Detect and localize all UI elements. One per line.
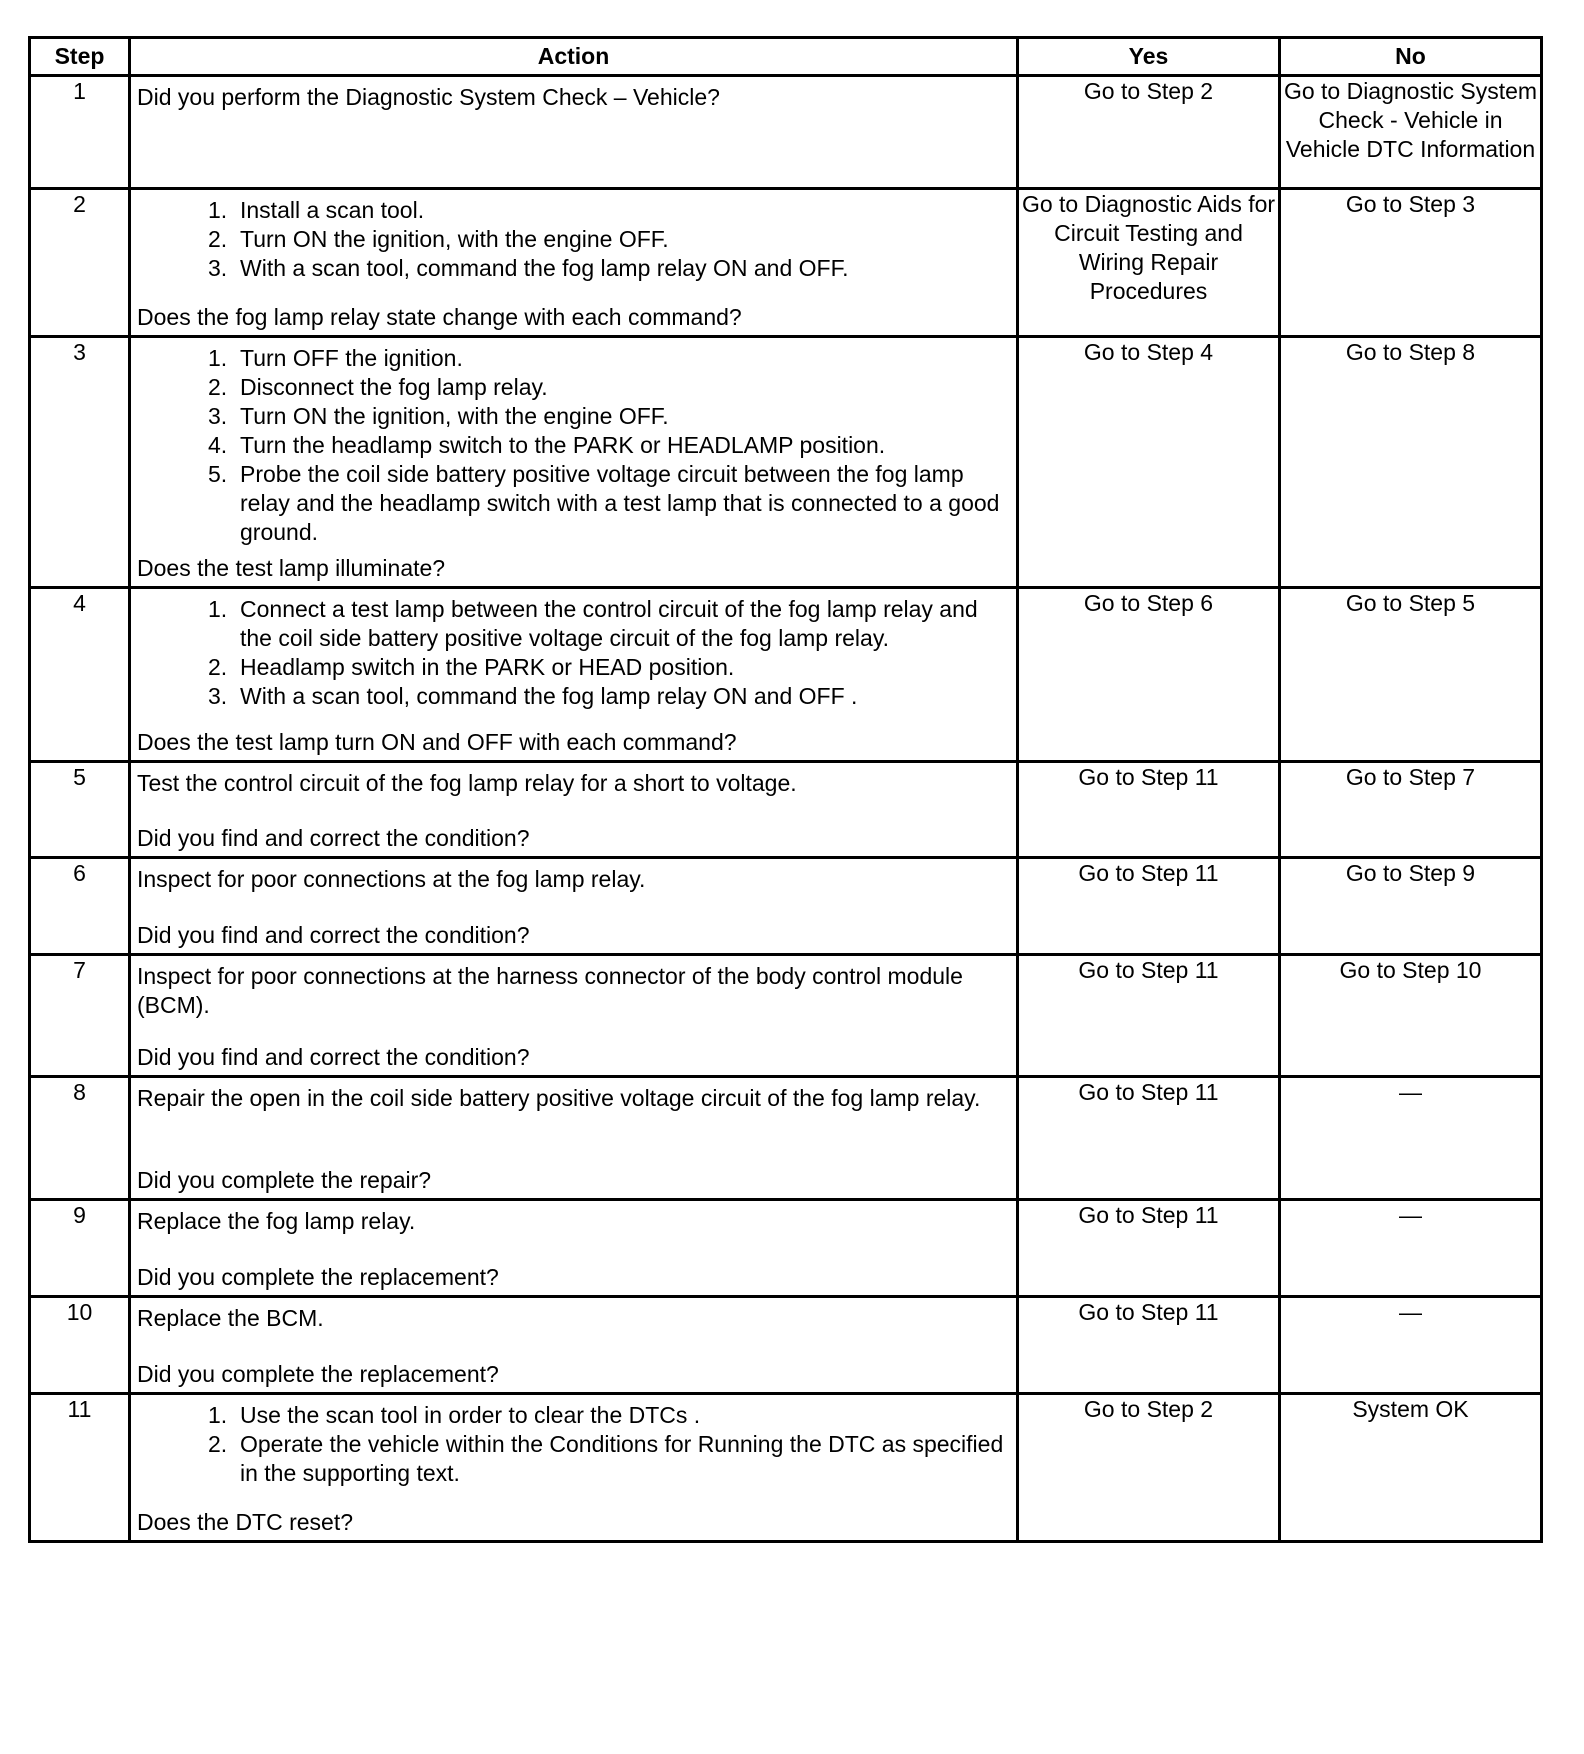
procedure-item-number: 1. [208, 345, 228, 371]
procedure-list [137, 344, 1010, 547]
action-instructions [137, 865, 1010, 894]
procedure-item-number: 1. [208, 1402, 228, 1428]
action-instruction: Inspect for poor connections at the fog lamp relay. [137, 866, 646, 892]
procedure-item [137, 196, 1010, 225]
table-row [30, 1394, 1542, 1542]
procedure-list [137, 196, 1010, 283]
no-result: Go to Diagnostic System Check - Vehicle in Vehicle DTC Information [1280, 76, 1542, 189]
yes-result: Go to Step 11 [1018, 1077, 1280, 1200]
procedure-item-text: Connect a test lamp between the control circuit of the fog lamp relay and the coil side battery positive voltage circuit of the fog lamp relay. [240, 596, 978, 651]
action-instructions [137, 1207, 1010, 1236]
procedure-item [137, 344, 1010, 373]
procedure-item-text: Turn ON the ignition, with the engine OFF. [240, 226, 669, 252]
action-cell [130, 1200, 1018, 1297]
table-body [30, 76, 1542, 1542]
table-row [30, 1077, 1542, 1200]
procedure-list [137, 1401, 1010, 1488]
action-instructions [137, 962, 1010, 1020]
action-cell [130, 1077, 1018, 1200]
yes-result: Go to Step 11 [1018, 1200, 1280, 1297]
procedure-item [137, 653, 1010, 682]
header-action: Action [130, 38, 1018, 76]
procedure-item-text: Use the scan tool in order to clear the DTCs . [240, 1402, 701, 1428]
no-result: System OK [1280, 1394, 1542, 1542]
action-instruction: Replace the BCM. [137, 1305, 324, 1331]
action-instructions [137, 196, 1010, 283]
action-cell [130, 76, 1018, 189]
procedure-item-text: Operate the vehicle within the Conditions for Running the DTC as specified in the supporting text. [240, 1431, 1004, 1486]
table-row [30, 189, 1542, 337]
step-number: 6 [30, 858, 130, 955]
no-result: Go to Step 9 [1280, 858, 1542, 955]
action-question: Did you find and correct the condition? [137, 825, 530, 851]
table-row [30, 588, 1542, 762]
yes-result: Go to Step 11 [1018, 1297, 1280, 1394]
action-question: Did you complete the replacement? [137, 1264, 499, 1290]
action-cell [130, 858, 1018, 955]
procedure-item [137, 1401, 1010, 1430]
procedure-item-number: 2. [208, 654, 228, 680]
procedure-item-text: Probe the coil side battery positive voltage circuit between the fog lamp relay and the headlamp switch with a test lamp that is connected to a good ground. [240, 461, 1000, 545]
yes-result: Go to Step 4 [1018, 337, 1280, 588]
action-instruction: Replace the fog lamp relay. [137, 1208, 416, 1234]
no-result: Go to Step 3 [1280, 189, 1542, 337]
step-number: 9 [30, 1200, 130, 1297]
action-instruction: Inspect for poor connections at the harness connector of the body control module (BCM). [137, 963, 963, 1018]
procedure-item-text: Install a scan tool. [240, 197, 425, 223]
no-result: Go to Step 7 [1280, 762, 1542, 858]
yes-result: Go to Step 11 [1018, 762, 1280, 858]
action-question: Did you find and correct the condition? [137, 922, 530, 948]
action-question: Does the test lamp illuminate? [137, 555, 446, 581]
procedure-item-number: 3. [208, 403, 228, 429]
no-result: Go to Step 8 [1280, 337, 1542, 588]
table-row [30, 858, 1542, 955]
procedure-item-text: With a scan tool, command the fog lamp relay ON and OFF . [240, 683, 858, 709]
action-question: Does the test lamp turn ON and OFF with each command? [137, 729, 737, 755]
action-instruction: Repair the open in the coil side battery positive voltage circuit of the fog lamp relay. [137, 1085, 981, 1111]
table-row [30, 337, 1542, 588]
procedure-item-number: 5. [208, 461, 228, 487]
yes-result: Go to Diagnostic Aids for Circuit Testing and Wiring Repair Procedures [1018, 189, 1280, 337]
step-number: 7 [30, 955, 130, 1077]
procedure-item [137, 595, 1010, 653]
step-number: 1 [30, 76, 130, 189]
table-row [30, 76, 1542, 189]
yes-result: Go to Step 6 [1018, 588, 1280, 762]
procedure-item-text: Turn OFF the ignition. [240, 345, 463, 371]
step-number: 11 [30, 1394, 130, 1542]
procedure-item-text: Headlamp switch in the PARK or HEAD position. [240, 654, 735, 680]
action-instructions [137, 344, 1010, 547]
action-cell [130, 1297, 1018, 1394]
yes-result: Go to Step 11 [1018, 955, 1280, 1077]
action-instructions [137, 1304, 1010, 1333]
procedure-item-text: Disconnect the fog lamp relay. [240, 374, 548, 400]
procedure-list [137, 595, 1010, 711]
action-question: Does the fog lamp relay state change with each command? [137, 304, 742, 330]
procedure-item-text: With a scan tool, command the fog lamp relay ON and OFF. [240, 255, 849, 281]
action-instructions [137, 769, 1010, 798]
action-cell [130, 762, 1018, 858]
action-instruction: Test the control circuit of the fog lamp relay for a short to voltage. [137, 770, 797, 796]
procedure-item-number: 2. [208, 374, 228, 400]
step-number: 10 [30, 1297, 130, 1394]
header-step: Step [30, 38, 130, 76]
no-result: — [1280, 1200, 1542, 1297]
no-result: Go to Step 10 [1280, 955, 1542, 1077]
action-instructions [137, 83, 1010, 112]
action-cell [130, 955, 1018, 1077]
step-number: 2 [30, 189, 130, 337]
table-row [30, 955, 1542, 1077]
procedure-item [137, 1430, 1010, 1488]
procedure-item [137, 373, 1010, 402]
procedure-item-number: 3. [208, 255, 228, 281]
action-cell [130, 189, 1018, 337]
action-question: Did you complete the repair? [137, 1167, 432, 1193]
step-number: 8 [30, 1077, 130, 1200]
action-cell [130, 588, 1018, 762]
procedure-item-number: 1. [208, 197, 228, 223]
no-result: — [1280, 1077, 1542, 1200]
procedure-item [137, 225, 1010, 254]
procedure-item [137, 254, 1010, 283]
no-result: — [1280, 1297, 1542, 1394]
procedure-item [137, 431, 1010, 460]
table-row [30, 762, 1542, 858]
table-row [30, 1200, 1542, 1297]
table-row [30, 1297, 1542, 1394]
procedure-item [137, 682, 1010, 711]
action-cell [130, 1394, 1018, 1542]
yes-result: Go to Step 2 [1018, 1394, 1280, 1542]
yes-result: Go to Step 11 [1018, 858, 1280, 955]
action-question: Did you complete the replacement? [137, 1361, 499, 1387]
procedure-item-number: 2. [208, 226, 228, 252]
step-number: 3 [30, 337, 130, 588]
procedure-item-number: 3. [208, 683, 228, 709]
procedure-item [137, 402, 1010, 431]
diagnostic-table [28, 36, 1543, 1543]
procedure-item-number: 1. [208, 596, 228, 622]
procedure-item [137, 460, 1010, 547]
action-instruction: Did you perform the Diagnostic System Check – Vehicle? [137, 84, 720, 110]
procedure-item-text: Turn the headlamp switch to the PARK or HEADLAMP position. [240, 432, 886, 458]
action-instructions [137, 595, 1010, 711]
action-question: Does the DTC reset? [137, 1509, 354, 1535]
header-yes: Yes [1018, 38, 1280, 76]
procedure-item-text: Turn ON the ignition, with the engine OFF. [240, 403, 669, 429]
action-question: Did you find and correct the condition? [137, 1044, 530, 1070]
procedure-item-number: 4. [208, 432, 228, 458]
step-number: 5 [30, 762, 130, 858]
no-result: Go to Step 5 [1280, 588, 1542, 762]
action-cell [130, 337, 1018, 588]
action-instructions [137, 1084, 1010, 1113]
header-row [30, 38, 1542, 76]
procedure-item-number: 2. [208, 1431, 228, 1457]
yes-result: Go to Step 2 [1018, 76, 1280, 189]
action-instructions [137, 1401, 1010, 1488]
step-number: 4 [30, 588, 130, 762]
header-no: No [1280, 38, 1542, 76]
